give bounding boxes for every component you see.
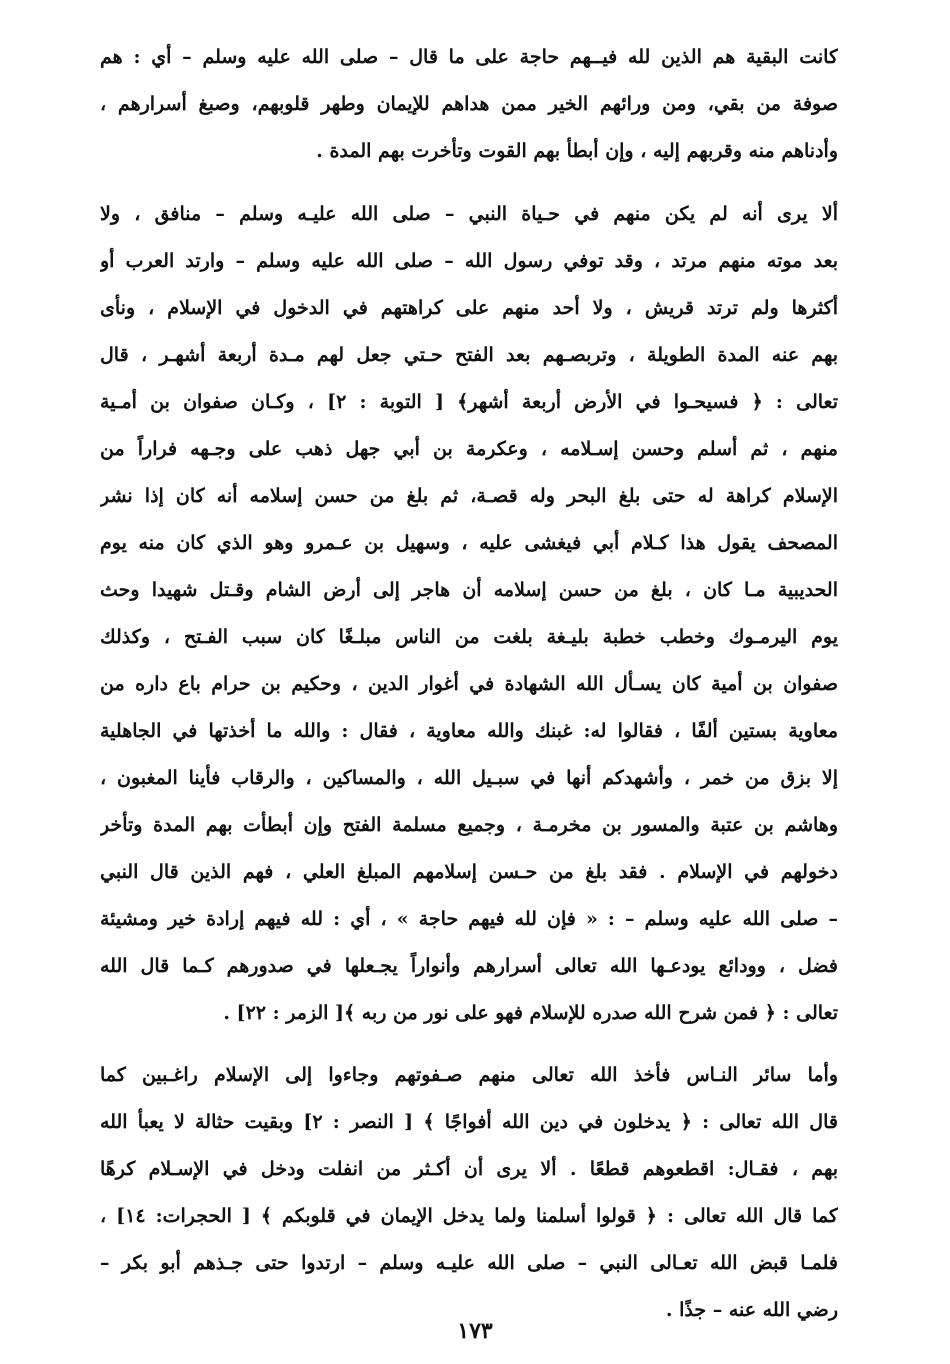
page-number: ١٧٣ bbox=[457, 1318, 493, 1344]
text-line: تعالى : ﴿ فمن شرح الله صدره للإسلام فهو على نور من ربه ﴾[ الزمر : ٢٢] . bbox=[223, 1002, 838, 1024]
text-line: – صلى الله عليه وسلم – : « فإن لله فيهم حاجة » ، أي : لله فيهم إرادة خير ومشيئة bbox=[100, 908, 838, 930]
text-line: صوفة من بقي، ومن ورائهم الخير ممن هداهم للإيمان وطهر قلوبهم، وصبغ أسرارهم ، bbox=[100, 93, 838, 115]
text-line: منهم ، ثم أسلم وحسن إسـلامه ، وعكرمة بن أبي جهل ذهب على وجـهه فراراً من bbox=[100, 438, 838, 460]
text-line: الحديبية مـا كان ، بلغ من حسن إسلامه أن هاجر إلى أرض الشام وقـتل شهيدا وحث bbox=[100, 579, 838, 601]
text-line: قال الله تعالى : ﴿ يدخلون في دين الله أفواجًا ﴾ [ النصر : ٢] وبقيت حثالة لا يعبأ الله bbox=[100, 1111, 838, 1133]
paragraph-3 bbox=[100, 1052, 838, 1334]
text-line: وهاشم بن عتبة والمسور بن مخرمـة ، وجميع مسلمة الفتح وإن أبطأت بهم المدة وتأخر bbox=[100, 814, 838, 836]
text-line: كما قال الله تعالى : ﴿ قولوا أسلمنا ولما يدخل الإيمان في قلوبكم ﴾ [ الحجرات: ١٤] ، bbox=[100, 1205, 838, 1227]
text-line: إلا بزق من خمر ، وأشهدكم أنها في سبـيل الله ، والمساكين ، والرقاب فأينا المغبون ، bbox=[100, 767, 838, 789]
text-line: يوم اليرمـوك وخطب خطبة بليـغة بلغت من الناس مبلـغًا كان سبب الفـتح ، وكذلك bbox=[100, 626, 838, 648]
text-line: دخولهم في الإسلام . فقد بلغ من حـسن إسلامهم المبلغ العلي ، فهم الذين قال النبي bbox=[100, 861, 838, 883]
text-line: كانت البقية هم الذين لله فيــهم حاجة على ما قال – صلى الله عليه وسلم – أي : هم bbox=[100, 46, 838, 68]
text-line: وأدناهم منه وقربهم إليه ، وإن أبطأ بهم القوت وتأخرت بهم المدة . bbox=[316, 140, 838, 162]
text-line: صفوان بن أمية كان يسـأل الله الشهادة في أغوار الدين ، وحكيم بن حرام باع داره من bbox=[100, 673, 838, 695]
text-line: ألا يرى أنه لم يكن منهم في حـياة النبي – صلى الله عليـه وسلم – منافق ، ولا bbox=[100, 203, 838, 225]
text-line: بعد موته منهم مرتد ، وقد توفي رسول الله – صلى الله عليه وسلم – وارتد العرب أو bbox=[100, 250, 838, 272]
paragraph-1 bbox=[100, 34, 838, 175]
text-line: الإسلام كراهة له حتى بلغ البحر وله قصـة، ثم بلغ من حسن إسلامه أنه كان إذا نشر bbox=[100, 485, 838, 507]
paragraph-2 bbox=[100, 191, 838, 1037]
text-line: المصحف يقول هذا كـلام أبي فيغشى عليه ، وسهيل بن عـمرو وهو الذي كان منه يوم bbox=[100, 532, 838, 554]
text-line: فلمـا قبض الله تعـالى النبي – صلى الله عليـه وسلم – ارتدوا حتى جـذهم أبو بكر – bbox=[100, 1252, 838, 1274]
text-line: أكثرها ولم ترتد قريش ، ولا أحد منهم على كراهتهم في الدخول في الإسلام ، ونأى bbox=[100, 297, 838, 319]
text-line: فضل ، وودائع يودعـها الله تعالى أسرارهم وأنواراً يجـعلها في صدورهم كـما قال الله bbox=[100, 955, 838, 977]
text-line: تعالى : ﴿ فسيحـوا في الأرض أربعة أشهر﴾ [ التوبة : ٢] ، وكـان صفوان بن أمـية bbox=[100, 391, 838, 413]
text-line: معاوية بستين ألفًا ، فقالوا له: غبنك والله معاوية ، فقال : والله ما أخذتها في الجاهلية bbox=[100, 720, 838, 742]
text-line: بهم عنه المدة الطويلة ، وتربصـهم بعد الفتح حـتي جعل لهم مـدة أربعة أشهـر ، قال bbox=[100, 344, 838, 366]
text-line: وأما سائر النـاس فأخذ الله تعالى منهم صـفوتهم وجاءوا إلى الإسلام راغـبين كما bbox=[100, 1064, 838, 1086]
text-line: بهم ، فقـال: اقطعوهم قطعًا . ألا يرى أن أكـثر من انفلت ودخل في الإسـلام كرهًا bbox=[100, 1158, 838, 1180]
text-line: رضي الله عنه – جذًا . bbox=[665, 1299, 838, 1321]
